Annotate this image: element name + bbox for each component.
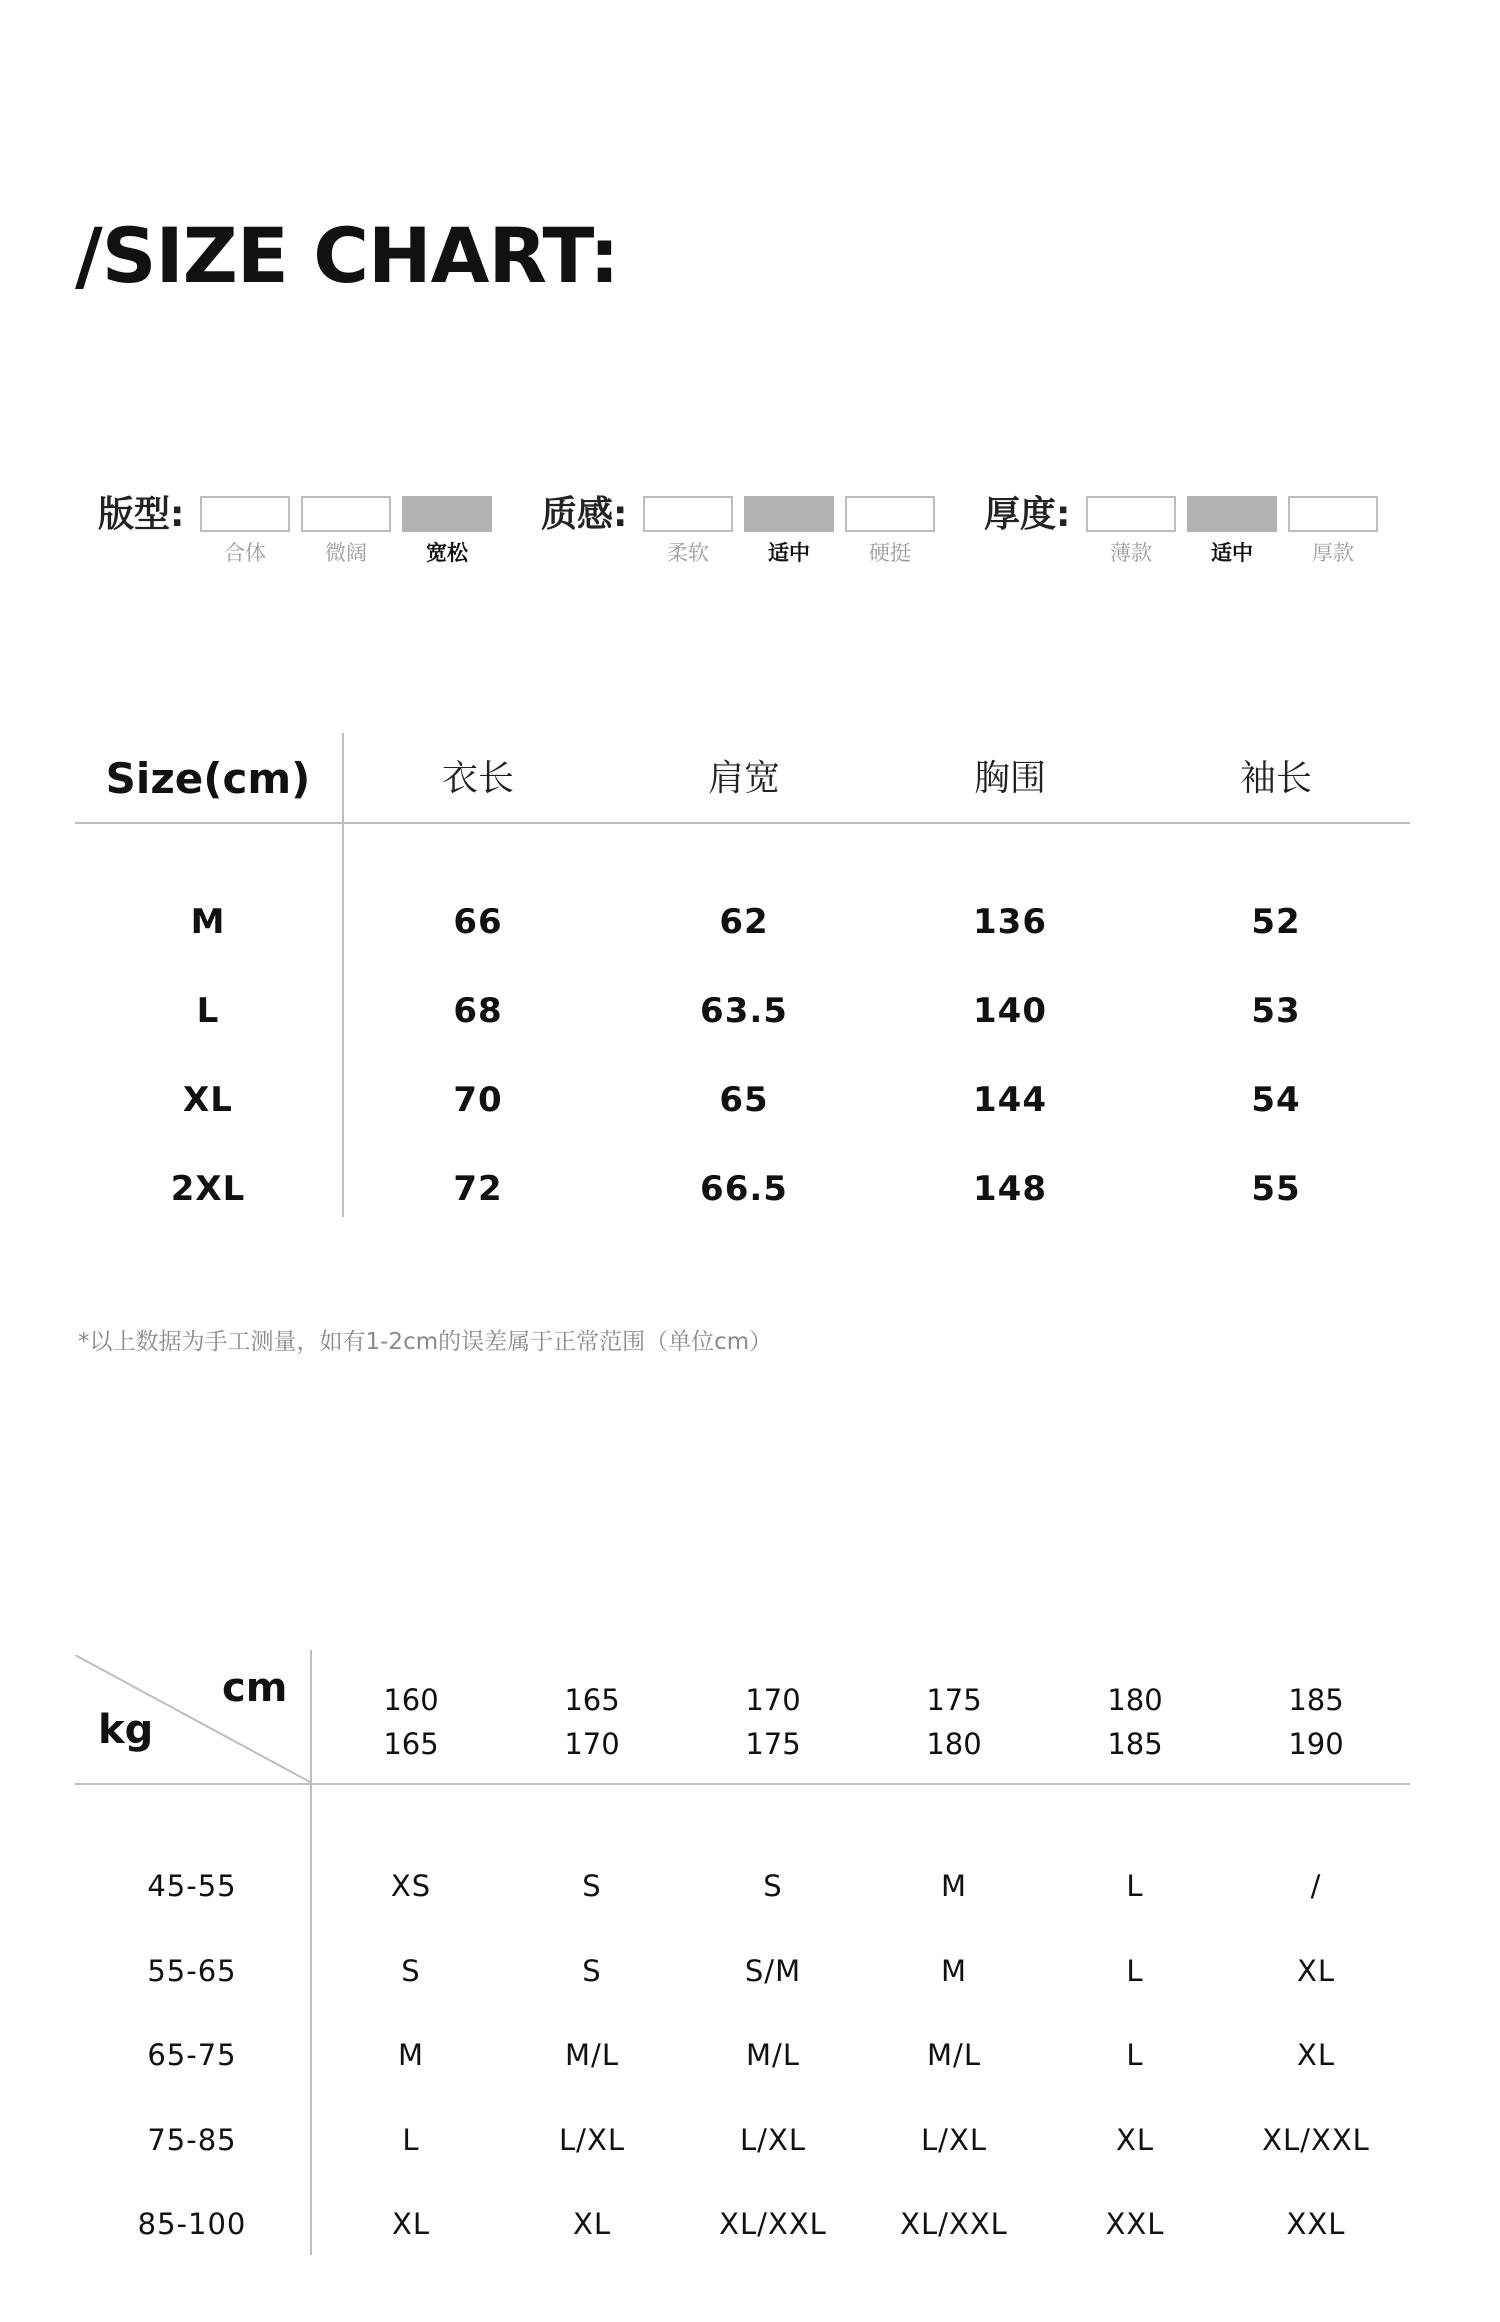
attribute-label: 质感: [541, 494, 628, 535]
size-cell: 53 [1251, 991, 1301, 1031]
scale-caption-selected: 宽松 [426, 541, 468, 565]
recommended-size: XL/XXL [900, 2207, 1008, 2241]
recommended-size: L [1126, 1954, 1144, 1988]
size-header-chest: 胸围 [973, 758, 1047, 799]
recommended-size: M [940, 1869, 968, 1903]
attribute-thickness [984, 492, 1404, 582]
size-cell: 140 [973, 991, 1047, 1031]
recommended-size: L/XL [559, 2123, 625, 2157]
height-from: 180 [1107, 1683, 1163, 1717]
size-cell: 68 [453, 991, 503, 1031]
size-cell: 148 [973, 1169, 1047, 1209]
scale-box-2-selected [1187, 496, 1277, 532]
size-cell: M [190, 902, 226, 942]
attribute-fit [98, 492, 518, 582]
size-cell: 136 [973, 902, 1047, 942]
scale-caption: 硬挺 [869, 541, 911, 565]
recommended-size: XL/XXL [1262, 2123, 1370, 2157]
recommended-size: XS [390, 1869, 432, 1903]
size-cell: 55 [1251, 1169, 1301, 1209]
recommended-size: M/L [565, 2038, 619, 2072]
recommended-size: XL/XXL [719, 2207, 827, 2241]
recommended-size: S [401, 1954, 421, 1988]
scale-box-1 [1086, 496, 1176, 532]
recommended-size: L [1126, 2038, 1144, 2072]
height-range-header [745, 1678, 800, 1766]
attribute-texture [541, 492, 961, 582]
height-to: 170 [564, 1727, 620, 1761]
scale-caption: 微阔 [325, 541, 367, 565]
size-cell: 54 [1251, 1080, 1301, 1120]
recommended-size: M/L [746, 2038, 800, 2072]
scale-caption: 厚款 [1312, 541, 1354, 565]
weight-range: 45-55 [147, 1869, 237, 1903]
scale-box-1 [200, 496, 290, 532]
weight-range: 65-75 [147, 2038, 237, 2072]
height-unit-label: cm [222, 1665, 288, 1711]
size-header-size: Size(cm) [105, 754, 311, 803]
recommended-size: XL [1296, 1954, 1336, 1988]
weight-range: 85-100 [137, 2207, 247, 2241]
attribute-label: 厚度: [984, 494, 1071, 535]
scale-caption: 柔软 [667, 541, 709, 565]
height-from: 170 [745, 1683, 801, 1717]
height-range-header [564, 1678, 619, 1766]
weight-unit-label: kg [98, 1707, 154, 1753]
size-cell: 72 [453, 1169, 503, 1209]
size-cell: 65 [719, 1080, 769, 1120]
size-cell: 2XL [170, 1169, 246, 1209]
recommended-size: XL [1115, 2123, 1155, 2157]
recommended-size: M [940, 1954, 968, 1988]
recommended-size: S/M [744, 1954, 802, 1988]
measurement-note: *以上数据为手工测量，如有1-2cm的误差属于正常范围（单位cm） [78, 1329, 773, 1355]
recommended-size: L [1126, 1869, 1144, 1903]
recommended-size: M [397, 2038, 425, 2072]
scale-caption: 薄款 [1110, 541, 1152, 565]
recommended-size: S [582, 1954, 602, 1988]
size-header-sleeve: 袖长 [1239, 758, 1313, 799]
scale-caption-selected: 适中 [768, 541, 810, 565]
size-cell: 62 [719, 902, 769, 942]
size-header-length: 衣长 [441, 758, 515, 799]
scale-box-3 [845, 496, 935, 532]
reco-table-divider-vertical [310, 1650, 312, 2255]
height-to: 175 [745, 1727, 801, 1761]
height-range-header [383, 1678, 438, 1766]
weight-range: 55-65 [147, 1954, 237, 1988]
size-header-shoulder: 肩宽 [707, 758, 781, 799]
size-cell: 70 [453, 1080, 503, 1120]
recommended-size: XXL [1105, 2207, 1165, 2241]
reco-table-divider-horizontal [75, 1783, 1410, 1785]
recommended-size: M/L [927, 2038, 981, 2072]
height-range-header [1288, 1678, 1343, 1766]
weight-range: 75-85 [147, 2123, 237, 2157]
recommended-size: / [1310, 1869, 1322, 1903]
size-cell: L [196, 991, 220, 1031]
recommended-size: L/XL [921, 2123, 987, 2157]
size-cell: 66 [453, 902, 503, 942]
recommended-size: XL [572, 2207, 612, 2241]
scale-box-3 [1288, 496, 1378, 532]
scale-caption: 合体 [224, 541, 266, 565]
size-cell: 66.5 [700, 1169, 788, 1209]
height-to: 190 [1288, 1727, 1344, 1761]
scale-caption-selected: 适中 [1211, 541, 1253, 565]
scale-box-2 [301, 496, 391, 532]
scale-box-2-selected [744, 496, 834, 532]
height-from: 160 [383, 1683, 439, 1717]
height-to: 165 [383, 1727, 439, 1761]
size-cell: 144 [973, 1080, 1047, 1120]
size-cell: XL [183, 1080, 233, 1120]
page-title: /SIZE CHART: [75, 211, 619, 300]
size-table-divider-vertical [342, 733, 344, 1217]
recommended-size: S [582, 1869, 602, 1903]
size-cell: 63.5 [700, 991, 788, 1031]
recommended-size: L/XL [740, 2123, 806, 2157]
recommended-size: XL [1296, 2038, 1336, 2072]
height-range-header [926, 1678, 981, 1766]
scale-box-3-selected [402, 496, 492, 532]
height-to: 185 [1107, 1727, 1163, 1761]
attribute-label: 版型: [98, 494, 185, 535]
scale-box-1 [643, 496, 733, 532]
size-cell: 52 [1251, 902, 1301, 942]
size-table-divider-horizontal [75, 822, 1410, 824]
recommended-size: S [763, 1869, 783, 1903]
height-to: 180 [926, 1727, 982, 1761]
recommended-size: L [402, 2123, 420, 2157]
height-from: 185 [1288, 1683, 1344, 1717]
height-from: 165 [564, 1683, 620, 1717]
height-range-header [1107, 1678, 1162, 1766]
height-from: 175 [926, 1683, 982, 1717]
recommended-size: XL [391, 2207, 431, 2241]
recommended-size: XXL [1286, 2207, 1346, 2241]
